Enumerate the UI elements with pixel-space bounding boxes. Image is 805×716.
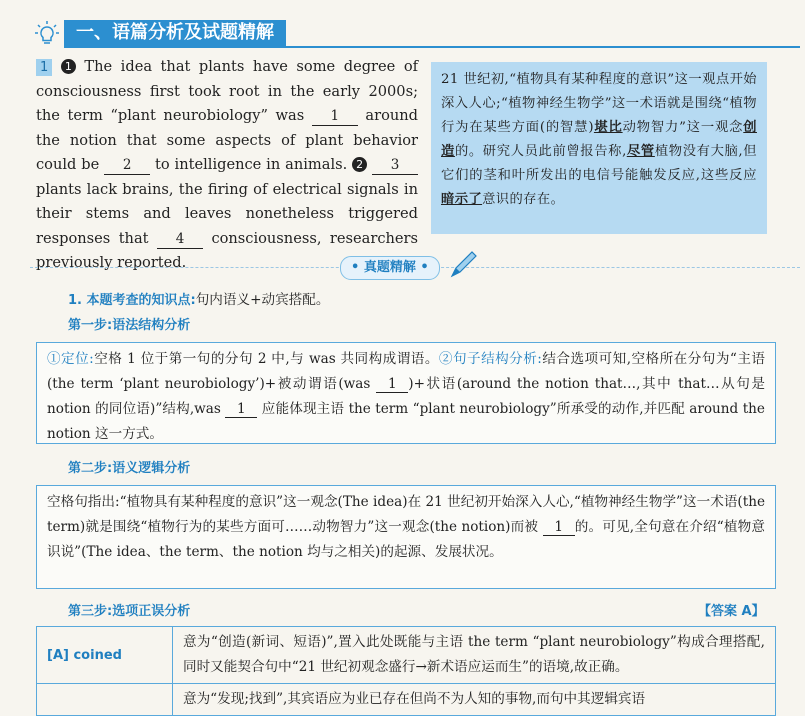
passage-text: to intelligence in animals. (155, 156, 348, 173)
passage-text: plants lack brains, the firing of electrical signals in their stems and leaves nonetheless triggered responses that (36, 180, 418, 247)
step1-text: )+状语(around the notion that…,其中 that…从句是 notion 的同位语)”结构,was (47, 376, 766, 417)
step1-text: 结合选项可知,空格所在分句为“主语(the term ‘plant neurobiology’)+被动谓语(was (47, 351, 765, 392)
highlight-word: 创造 (441, 120, 757, 159)
passage-text: The idea that plants have some degree of consciousness first took root in the early 2000s; the term “plant neurobiology” was (36, 58, 419, 124)
blank-ref: 1 (543, 519, 575, 536)
step1-text: 应能体现主语 the term “plant neurobiology”所承受的动作,并匹配 around the notion 这一方式。 (47, 401, 765, 442)
step2-text: 空格句指出:“植物具有某种程度的意识”这一观念(The idea)在 21 世纪初开始深入人心,“植物神经生物学”这一术语(the term)就是围绕“植物行为的某些方面可……动物智力”这一观念(the notion)而被 (47, 494, 765, 535)
blank-2: 2 (104, 156, 150, 175)
section-title: 一、语篇分析及试题精解 (64, 20, 286, 46)
passage-text: consciousness, researchers previously reported. (36, 229, 418, 271)
question-title: 1. 本题考查的知识点: (68, 293, 196, 308)
option-row (37, 684, 776, 716)
highlight-word: 尽管 (626, 144, 655, 159)
section-header (30, 18, 800, 48)
translation-text: 21 世纪初,“植物具有某种程度的意识”这一观点开始深入人心;“植物神经生物学”这一术语就是围绕“植物行为在某些方面(的智慧) (441, 72, 757, 135)
answer-badge: 【答案 A】 (698, 604, 765, 619)
highlight-word: 堪比 (593, 120, 623, 135)
structure-label: ②句子结构分析: (438, 351, 542, 367)
blank-ref: 1 (376, 376, 408, 393)
translation-box (431, 62, 767, 234)
pen-icon (448, 250, 478, 280)
options-table (36, 626, 776, 716)
translation-text: 意识的存在。 (482, 192, 565, 207)
english-passage (36, 55, 418, 276)
option-explanation: 意为“发现;找到”,其宾语应为业已存在但尚不为人知的事物,而句中其逻辑宾语 (173, 684, 776, 716)
step2-title: 第二步:语义逻辑分析 (68, 461, 191, 476)
translation-text: 动物智力”这一观念 (622, 120, 744, 135)
paragraph-number: 1 (36, 59, 52, 76)
divider-label: • 真题精解 • (340, 256, 440, 280)
question-heading (68, 289, 329, 312)
step1-text: 空格 1 位于第一句的分句 2 中,与 was 共同构成谓语。 (93, 351, 439, 367)
highlight-word: 暗示了 (441, 192, 483, 207)
option-row (37, 627, 776, 684)
lightbulb-icon (34, 20, 60, 46)
translation-text: 的。研究人员此前曾报告称, (454, 144, 627, 159)
sentence-marker-2: 2 (352, 157, 367, 172)
section-divider (30, 256, 800, 280)
blank-ref: 1 (225, 401, 257, 418)
option-label: [A] coined (37, 627, 173, 684)
header-rule (64, 46, 800, 48)
passage-text: around the notion that some aspects of plant behavior could be (36, 107, 418, 173)
step1-title: 第一步:语法结构分析 (68, 318, 191, 333)
locate-label: ①定位: (47, 351, 94, 367)
step2-text: 的。可见,全句意在介绍“植物意识说”(The idea、the term、the notion 均与之相关)的起源、发展状况。 (47, 519, 765, 560)
blank-4: 4 (157, 230, 203, 249)
blank-1: 1 (312, 107, 358, 126)
translation-text: 植物没有大脑,但它们的茎和叶所发出的电信号能触发反应,这些反应 (441, 144, 757, 183)
blank-3: 3 (372, 156, 418, 175)
sentence-marker-1: 1 (61, 59, 76, 74)
option-label (37, 684, 173, 716)
option-explanation: 意为“创造(新词、短语)”,置入此处既能与主语 the term “plant neurobiology”构成合理搭配,同时又能契合句中“21 世纪初观念盛行→新术语应运而生”的语境,故正确。 (173, 627, 776, 684)
step1-box (36, 342, 776, 444)
step2-box (36, 485, 776, 589)
question-topic: 句内语义+动宾搭配。 (195, 292, 330, 308)
step3-title: 第三步:选项正误分析 (68, 604, 191, 619)
